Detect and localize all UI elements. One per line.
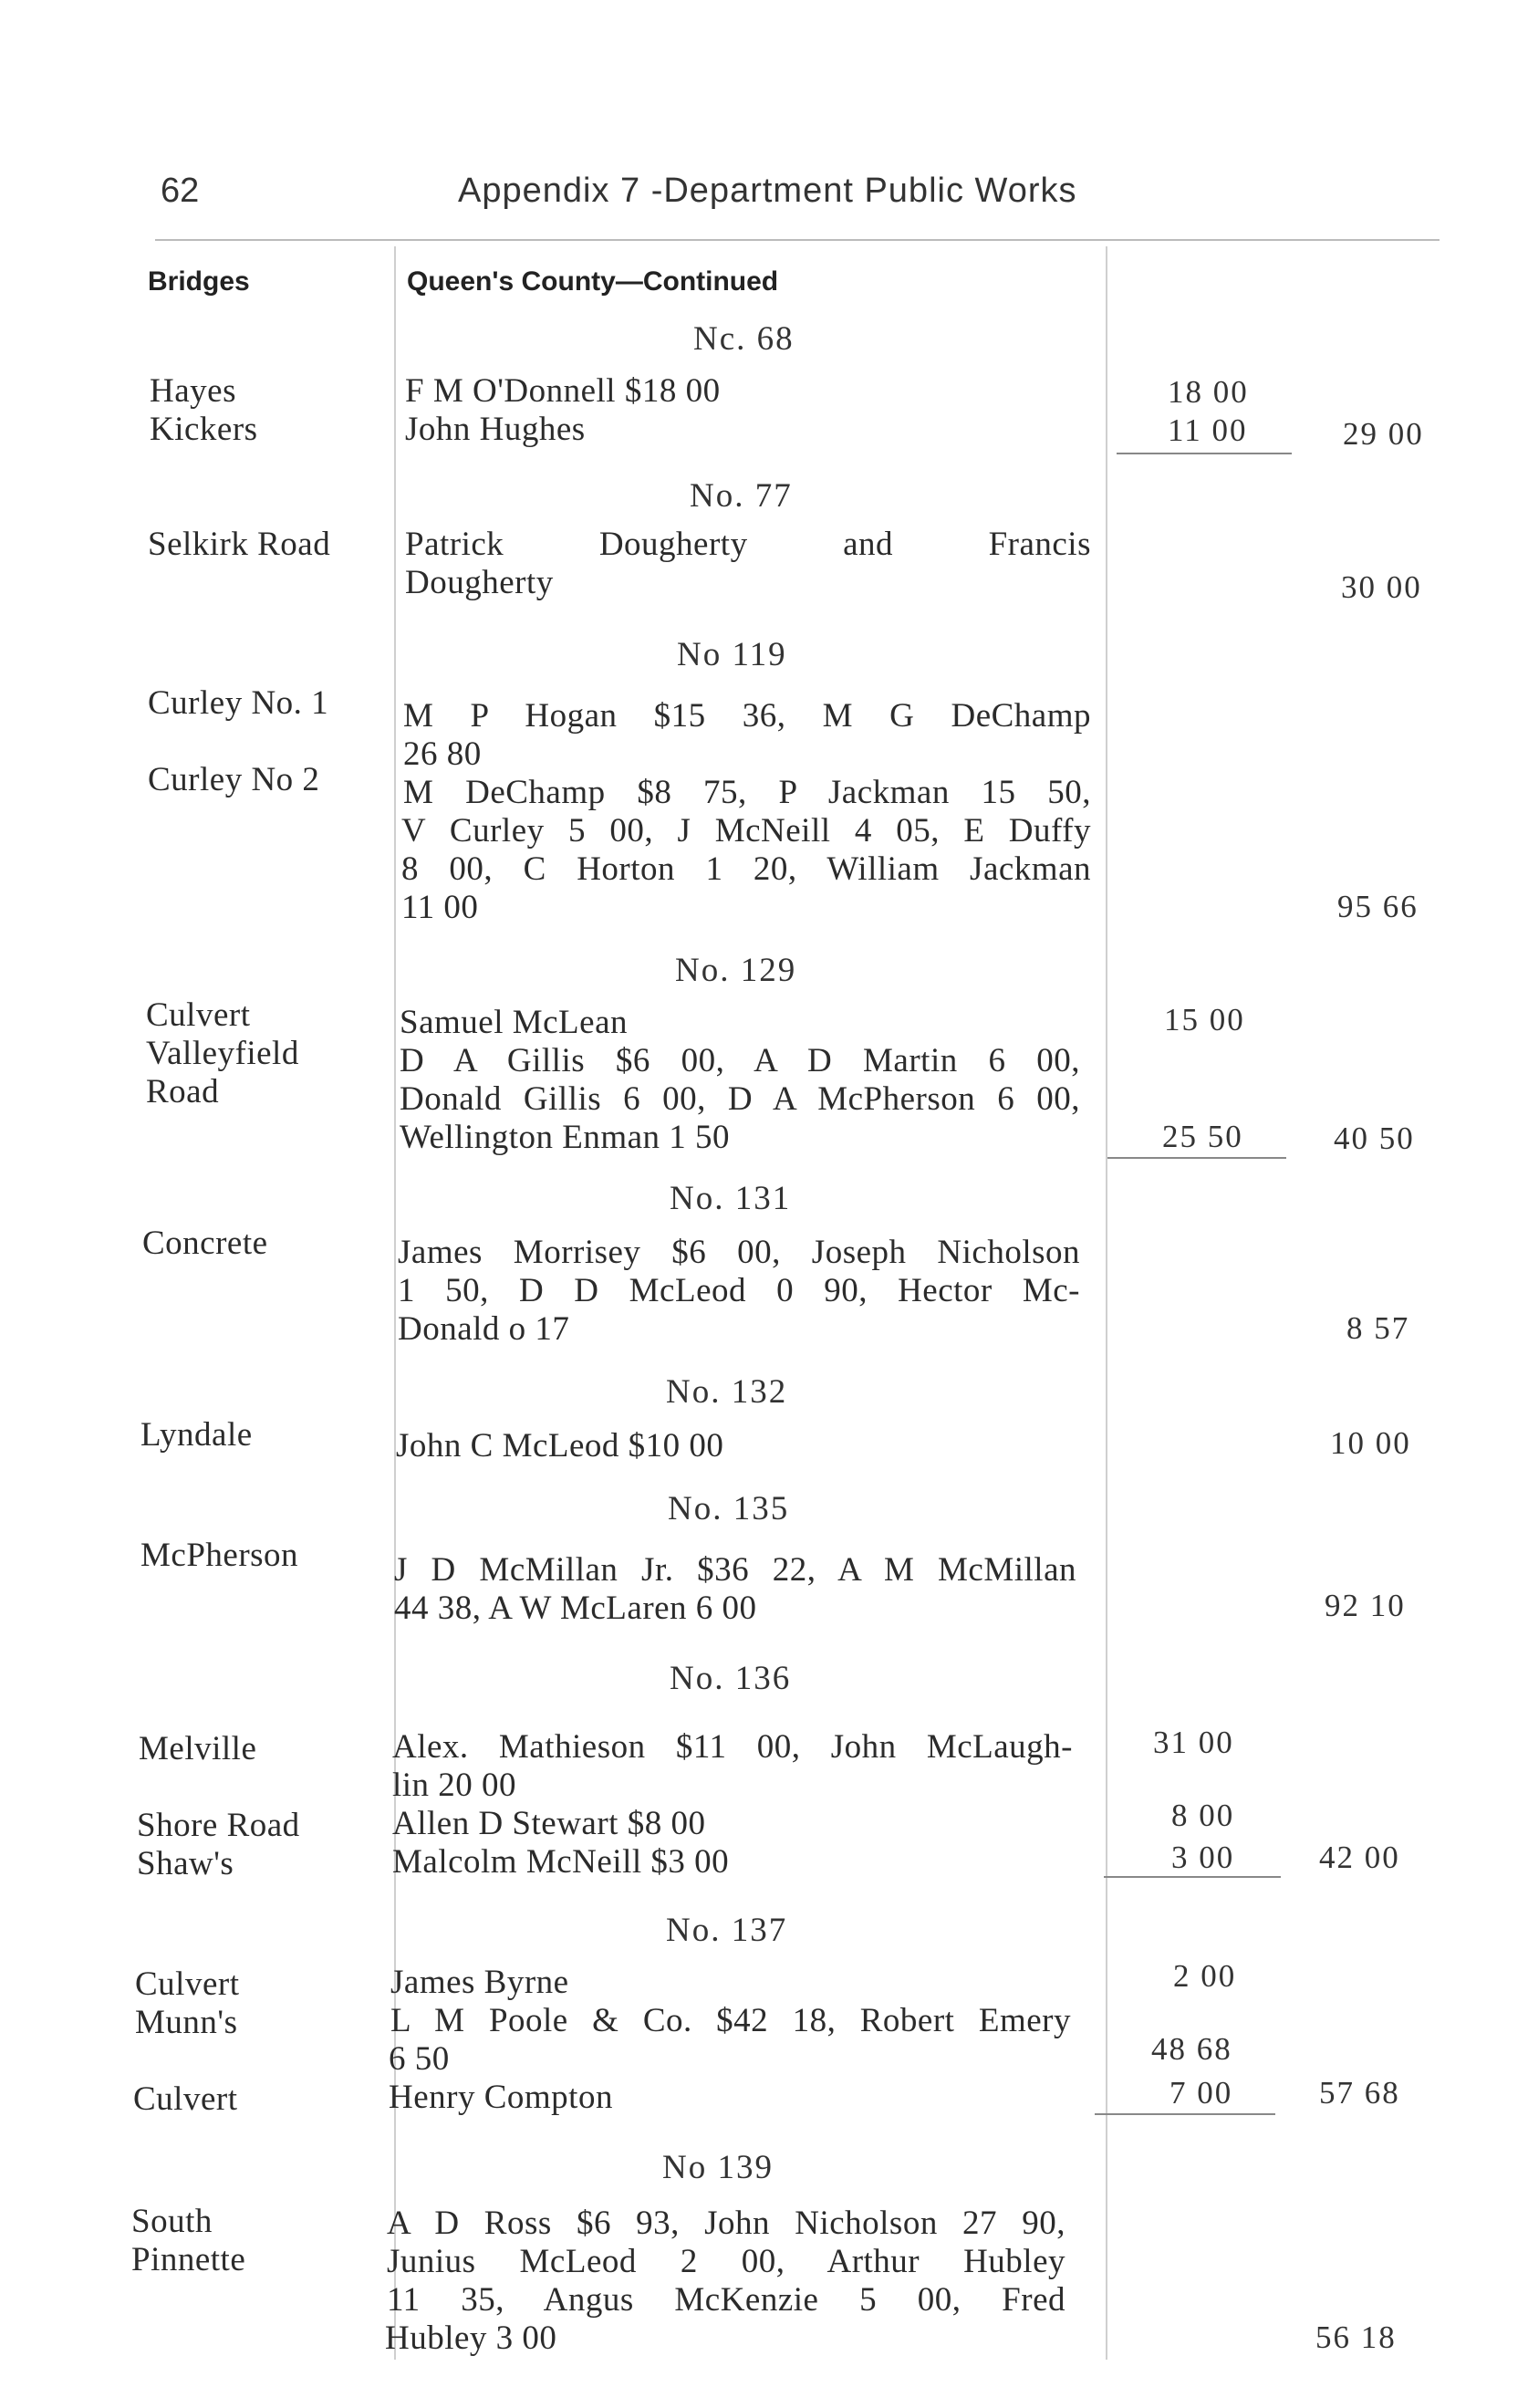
- total-amount: 10 00: [1330, 1425, 1411, 1461]
- entry-line: Donald o 17: [398, 1310, 570, 1348]
- entry-line: 6 50: [389, 2040, 450, 2078]
- section-label: No. 137: [666, 1912, 788, 1949]
- entry-line: 11 00: [401, 889, 479, 926]
- entry-line: John Hughes: [405, 411, 586, 448]
- place-name: Culvert: [133, 2080, 238, 2118]
- place-name: Pinnette: [131, 2241, 246, 2278]
- subtotal-amount: 25 50: [1162, 1119, 1243, 1154]
- section-label: No. 77: [690, 477, 793, 515]
- column-header-county: Queen's County—Continued: [407, 266, 779, 297]
- entry-line: M P Hogan $15 36, M G DeChamp: [403, 697, 1091, 735]
- subtotal-amount: 7 00: [1169, 2075, 1233, 2111]
- subtotal-amount: 8 00: [1171, 1798, 1235, 1833]
- place-name: Kickers: [150, 411, 258, 448]
- place-name: Culvert: [135, 1965, 240, 2003]
- entry-line: Alex. Mathieson $11 00, John McLaugh-: [392, 1728, 1073, 1766]
- entry-line: 8 00, C Horton 1 20, William Jackman: [401, 850, 1091, 888]
- subtotal-rule: [1095, 2113, 1275, 2115]
- entry-line: V Curley 5 00, J McNeill 4 05, E Duffy: [401, 812, 1091, 850]
- place-name: Selkirk Road: [148, 526, 331, 563]
- section-label: Nc. 68: [693, 320, 795, 358]
- total-amount: 56 18: [1315, 2319, 1397, 2355]
- total-amount: 8 57: [1346, 1310, 1410, 1346]
- entry-line: James Morrisey $6 00, Joseph Nicholson: [398, 1234, 1080, 1271]
- entry-line: lin 20 00: [392, 1767, 517, 1804]
- subtotal-rule: [1104, 1876, 1281, 1878]
- entry-line: Samuel McLean: [400, 1004, 628, 1041]
- entry-line: Malcolm McNeill $3 00: [392, 1843, 730, 1881]
- place-name: Culvert: [146, 996, 251, 1034]
- section-label: No. 132: [666, 1373, 788, 1411]
- place-name: Munn's: [135, 2004, 238, 2041]
- subtotal-rule: [1107, 1157, 1286, 1159]
- place-name: Hayes: [150, 372, 236, 410]
- entry-line: D A Gillis $6 00, A D Martin 6 00,: [400, 1042, 1080, 1079]
- subtotal-amount: 31 00: [1153, 1725, 1234, 1760]
- entry-line: 26 80: [403, 735, 482, 773]
- entry-line: A D Ross $6 93, John Nicholson 27 90,: [387, 2205, 1065, 2242]
- place-name: South: [131, 2203, 213, 2240]
- place-name: Curley No. 1: [148, 684, 329, 722]
- header-rule: [155, 239, 1440, 241]
- place-name: McPherson: [140, 1537, 299, 1574]
- total-amount: 29 00: [1343, 416, 1424, 452]
- total-amount: 95 66: [1337, 889, 1419, 924]
- page-number: 62: [161, 172, 200, 210]
- total-amount: 30 00: [1341, 569, 1422, 605]
- place-name: Road: [146, 1073, 220, 1110]
- entry-line: Donald Gillis 6 00, D A McPherson 6 00,: [400, 1080, 1080, 1118]
- entry-line: 44 38, A W McLaren 6 00: [394, 1590, 757, 1627]
- place-name: Melville: [139, 1730, 257, 1767]
- page-title: Appendix 7 -Department Public Works: [458, 172, 1077, 210]
- total-amount: 40 50: [1334, 1121, 1415, 1156]
- section-label: No. 136: [670, 1660, 792, 1697]
- entry-line: J D McMillan Jr. $36 22, A M McMillan: [394, 1551, 1076, 1589]
- entry-line: Allen D Stewart $8 00: [392, 1805, 706, 1842]
- entry-line: L M Poole & Co. $42 18, Robert Emery: [390, 2002, 1071, 2039]
- entry-line: 11 35, Angus McKenzie 5 00, Fred: [387, 2281, 1065, 2319]
- section-label: No 139: [662, 2149, 774, 2186]
- section-label: No. 135: [668, 1490, 790, 1527]
- place-name: Curley No 2: [148, 761, 320, 798]
- section-label: No. 131: [670, 1180, 792, 1217]
- total-amount: 92 10: [1325, 1588, 1406, 1623]
- entry-line: John C McLeod $10 00: [396, 1427, 724, 1465]
- entry-line: F M O'Donnell $18 00: [405, 372, 721, 410]
- column-divider-right: [1106, 246, 1107, 2360]
- subtotal-amount: 15 00: [1164, 1002, 1245, 1037]
- entry-line: Dougherty: [405, 564, 554, 601]
- entry-line: 1 50, D D McLeod 0 90, Hector Mc-: [398, 1272, 1080, 1309]
- section-label: No. 129: [675, 952, 797, 989]
- total-amount: 42 00: [1319, 1840, 1400, 1875]
- entry-line: M DeChamp $8 75, P Jackman 15 50,: [403, 774, 1091, 811]
- column-header-bridges: Bridges: [148, 266, 250, 297]
- subtotal-amount: 11 00: [1168, 412, 1248, 448]
- total-amount: 57 68: [1319, 2075, 1400, 2111]
- subtotal-amount: 18 00: [1168, 374, 1249, 410]
- place-name: Concrete: [142, 1225, 268, 1262]
- entry-line: Henry Compton: [389, 2079, 613, 2116]
- place-name: Shaw's: [137, 1845, 234, 1882]
- subtotal-rule: [1117, 453, 1292, 454]
- entry-line: James Byrne: [390, 1964, 569, 2001]
- subtotal-amount: 2 00: [1173, 1958, 1237, 1994]
- section-label: No 119: [677, 636, 787, 673]
- place-name: Shore Road: [137, 1807, 300, 1844]
- place-name: Lyndale: [140, 1416, 253, 1454]
- entry-line: Junius McLeod 2 00, Arthur Hubley: [387, 2243, 1065, 2280]
- subtotal-amount: 3 00: [1171, 1840, 1235, 1875]
- place-name: Valleyfield: [146, 1035, 299, 1072]
- entry-line: Wellington Enman 1 50: [400, 1119, 731, 1156]
- entry-line: Hubley 3 00: [385, 2319, 557, 2357]
- subtotal-amount: 48 68: [1151, 2031, 1232, 2067]
- entry-line: Patrick Dougherty and Francis: [405, 526, 1091, 563]
